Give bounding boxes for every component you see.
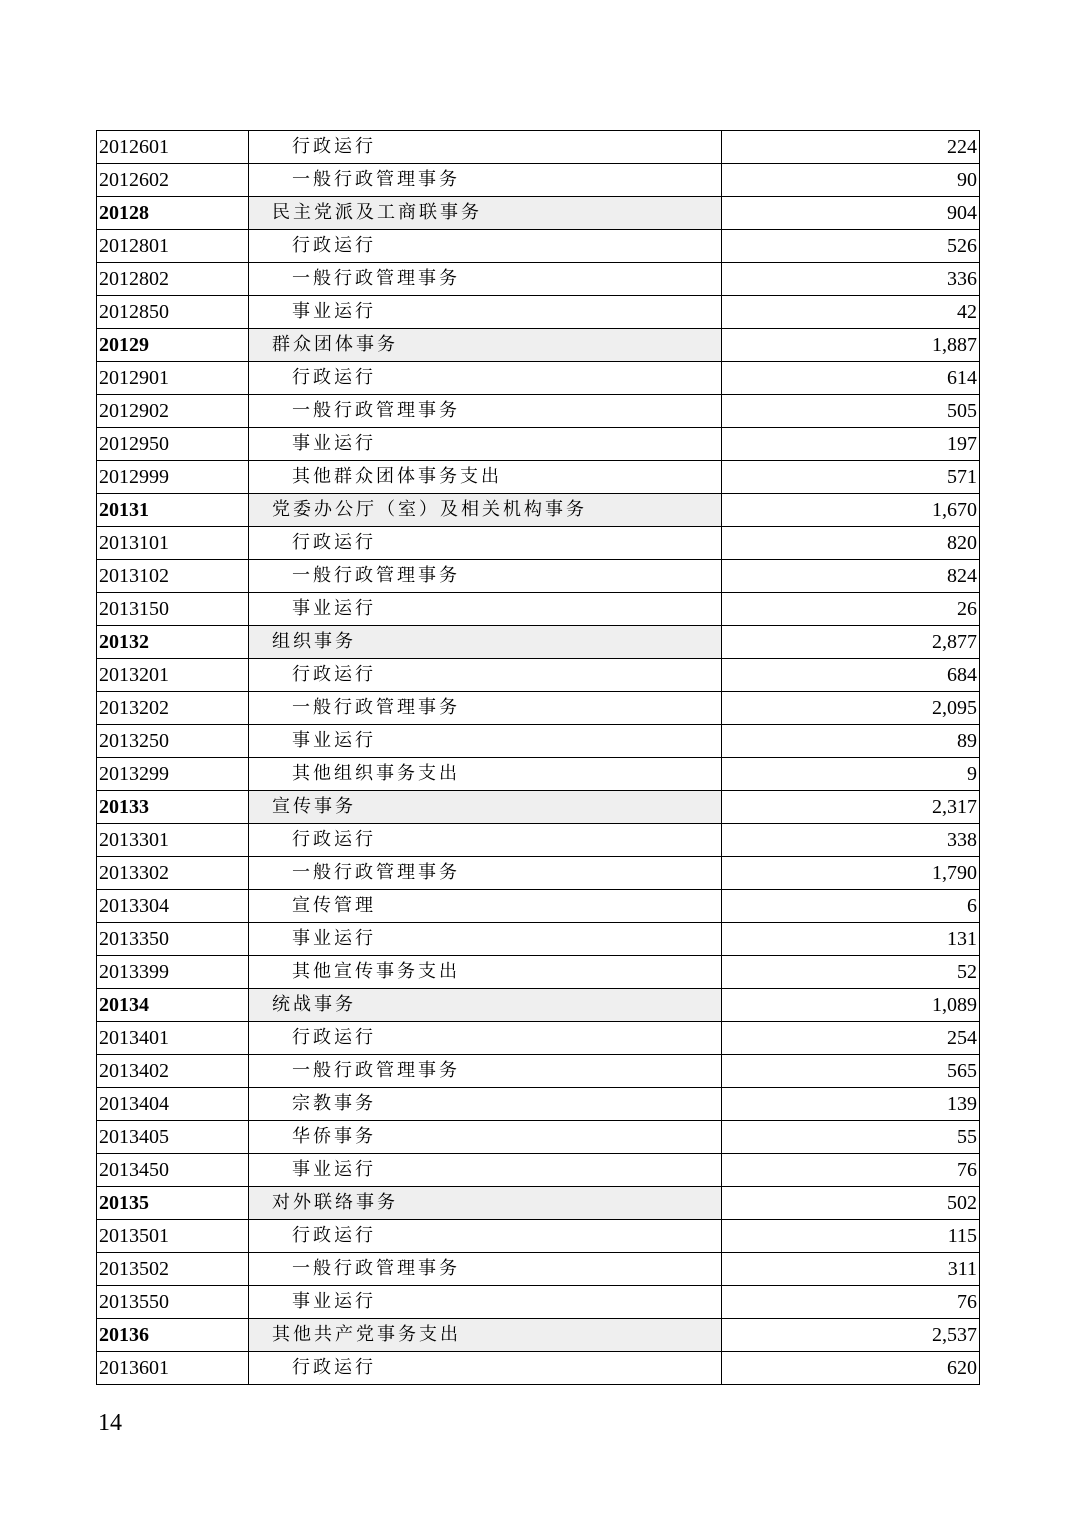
subject-name-cell: 宗教事务 (249, 1088, 722, 1121)
subject-code-cell: 2013202 (97, 692, 249, 725)
table-row (97, 362, 980, 395)
amount-cell: 131 (722, 923, 980, 956)
subject-code-cell: 2012602 (97, 164, 249, 197)
subject-name-cell: 其他组织事务支出 (249, 758, 722, 791)
amount-cell: 2,537 (722, 1319, 980, 1352)
subject-code-cell: 2013401 (97, 1022, 249, 1055)
amount-cell: 76 (722, 1154, 980, 1187)
subject-name-cell: 行政运行 (249, 1022, 722, 1055)
subject-code-cell: 2013150 (97, 593, 249, 626)
amount-cell: 1,790 (722, 857, 980, 890)
subject-code-cell: 2012950 (97, 428, 249, 461)
amount-cell: 1,887 (722, 329, 980, 362)
subject-name-cell: 事业运行 (249, 923, 722, 956)
subject-name-cell: 对外联络事务 (249, 1187, 722, 1220)
table-row (97, 725, 980, 758)
subject-name-cell: 群众团体事务 (249, 329, 722, 362)
amount-cell: 2,877 (722, 626, 980, 659)
subject-code-cell: 2013301 (97, 824, 249, 857)
amount-cell: 115 (722, 1220, 980, 1253)
table-row (97, 296, 980, 329)
amount-cell: 89 (722, 725, 980, 758)
amount-cell: 76 (722, 1286, 980, 1319)
amount-cell: 52 (722, 956, 980, 989)
subject-code-cell: 2013402 (97, 1055, 249, 1088)
amount-cell: 1,089 (722, 989, 980, 1022)
table-row (97, 461, 980, 494)
table-row (97, 230, 980, 263)
subject-name-cell: 行政运行 (249, 131, 722, 164)
amount-cell: 9 (722, 758, 980, 791)
subject-name-cell: 行政运行 (249, 1352, 722, 1385)
subject-name-cell: 一般行政管理事务 (249, 560, 722, 593)
budget-table (96, 130, 980, 1385)
subject-name-cell: 其他宣传事务支出 (249, 956, 722, 989)
table-row (97, 890, 980, 923)
subject-name-cell: 事业运行 (249, 1286, 722, 1319)
amount-cell: 90 (722, 164, 980, 197)
amount-cell: 224 (722, 131, 980, 164)
table-row (97, 1088, 980, 1121)
table-row (97, 692, 980, 725)
subject-name-cell: 一般行政管理事务 (249, 692, 722, 725)
table-row (97, 560, 980, 593)
subject-name-cell: 行政运行 (249, 527, 722, 560)
amount-cell: 904 (722, 197, 980, 230)
amount-cell: 2,095 (722, 692, 980, 725)
subject-code-cell: 2013450 (97, 1154, 249, 1187)
subject-code-cell: 2012999 (97, 461, 249, 494)
subject-name-cell: 华侨事务 (249, 1121, 722, 1154)
amount-cell: 338 (722, 824, 980, 857)
table-row (97, 758, 980, 791)
amount-cell: 620 (722, 1352, 980, 1385)
amount-cell: 820 (722, 527, 980, 560)
subject-code-cell: 2012902 (97, 395, 249, 428)
subject-code-cell: 2012802 (97, 263, 249, 296)
subject-name-cell: 一般行政管理事务 (249, 857, 722, 890)
subject-code-cell: 2013101 (97, 527, 249, 560)
amount-cell: 526 (722, 230, 980, 263)
subject-name-cell: 行政运行 (249, 659, 722, 692)
subject-code-cell: 2013404 (97, 1088, 249, 1121)
subject-code-cell: 2013502 (97, 1253, 249, 1286)
amount-cell: 6 (722, 890, 980, 923)
subject-code-cell: 2012601 (97, 131, 249, 164)
subject-code-cell: 20133 (97, 791, 249, 824)
subject-name-cell: 事业运行 (249, 593, 722, 626)
subject-code-cell: 20132 (97, 626, 249, 659)
subject-name-cell: 事业运行 (249, 428, 722, 461)
table-row (97, 956, 980, 989)
category-row (97, 989, 980, 1022)
amount-cell: 824 (722, 560, 980, 593)
subject-code-cell: 2013299 (97, 758, 249, 791)
table-row (97, 1352, 980, 1385)
subject-code-cell: 20128 (97, 197, 249, 230)
subject-name-cell: 事业运行 (249, 725, 722, 758)
subject-code-cell: 2013201 (97, 659, 249, 692)
subject-name-cell: 行政运行 (249, 1220, 722, 1253)
subject-name-cell: 其他群众团体事务支出 (249, 461, 722, 494)
subject-name-cell: 一般行政管理事务 (249, 164, 722, 197)
table-row (97, 923, 980, 956)
category-row (97, 1319, 980, 1352)
subject-name-cell: 一般行政管理事务 (249, 1055, 722, 1088)
amount-cell: 571 (722, 461, 980, 494)
subject-code-cell: 2013250 (97, 725, 249, 758)
amount-cell: 139 (722, 1088, 980, 1121)
category-row (97, 494, 980, 527)
table-row (97, 164, 980, 197)
table-row (97, 1154, 980, 1187)
table-row (97, 263, 980, 296)
subject-name-cell: 党委办公厅（室）及相关机构事务 (249, 494, 722, 527)
amount-cell: 505 (722, 395, 980, 428)
amount-cell: 684 (722, 659, 980, 692)
subject-name-cell: 组织事务 (249, 626, 722, 659)
table-row (97, 857, 980, 890)
subject-name-cell: 行政运行 (249, 824, 722, 857)
amount-cell: 2,317 (722, 791, 980, 824)
table-row (97, 1286, 980, 1319)
subject-code-cell: 2013550 (97, 1286, 249, 1319)
amount-cell: 336 (722, 263, 980, 296)
table-row (97, 593, 980, 626)
table-row (97, 1220, 980, 1253)
table-row (97, 131, 980, 164)
table-row (97, 659, 980, 692)
subject-name-cell: 事业运行 (249, 296, 722, 329)
category-row (97, 626, 980, 659)
table-row (97, 1022, 980, 1055)
budget-table-body (97, 131, 980, 1385)
amount-cell: 565 (722, 1055, 980, 1088)
amount-cell: 26 (722, 593, 980, 626)
table-row (97, 824, 980, 857)
subject-name-cell: 民主党派及工商联事务 (249, 197, 722, 230)
amount-cell: 197 (722, 428, 980, 461)
subject-code-cell: 20131 (97, 494, 249, 527)
subject-name-cell: 行政运行 (249, 230, 722, 263)
category-row (97, 791, 980, 824)
subject-name-cell: 事业运行 (249, 1154, 722, 1187)
subject-code-cell: 20134 (97, 989, 249, 1022)
table-row (97, 1253, 980, 1286)
subject-name-cell: 一般行政管理事务 (249, 263, 722, 296)
amount-cell: 614 (722, 362, 980, 395)
page-number: 14 (98, 1410, 122, 1436)
subject-name-cell: 一般行政管理事务 (249, 1253, 722, 1286)
subject-code-cell: 20135 (97, 1187, 249, 1220)
subject-name-cell: 一般行政管理事务 (249, 395, 722, 428)
amount-cell: 254 (722, 1022, 980, 1055)
amount-cell: 55 (722, 1121, 980, 1154)
table-row (97, 527, 980, 560)
subject-code-cell: 2013102 (97, 560, 249, 593)
amount-cell: 1,670 (722, 494, 980, 527)
subject-code-cell: 2013405 (97, 1121, 249, 1154)
amount-cell: 502 (722, 1187, 980, 1220)
subject-code-cell: 2013350 (97, 923, 249, 956)
subject-name-cell: 其他共产党事务支出 (249, 1319, 722, 1352)
subject-code-cell: 2012901 (97, 362, 249, 395)
table-row (97, 395, 980, 428)
subject-name-cell: 宣传事务 (249, 791, 722, 824)
table-row (97, 1121, 980, 1154)
subject-name-cell: 宣传管理 (249, 890, 722, 923)
subject-name-cell: 行政运行 (249, 362, 722, 395)
subject-code-cell: 2013304 (97, 890, 249, 923)
subject-code-cell: 20136 (97, 1319, 249, 1352)
subject-code-cell: 2013601 (97, 1352, 249, 1385)
category-row (97, 329, 980, 362)
subject-code-cell: 2013302 (97, 857, 249, 890)
subject-code-cell: 2013399 (97, 956, 249, 989)
table-row (97, 1055, 980, 1088)
amount-cell: 42 (722, 296, 980, 329)
subject-code-cell: 2013501 (97, 1220, 249, 1253)
subject-code-cell: 2012801 (97, 230, 249, 263)
subject-code-cell: 2012850 (97, 296, 249, 329)
amount-cell: 311 (722, 1253, 980, 1286)
category-row (97, 197, 980, 230)
subject-name-cell: 统战事务 (249, 989, 722, 1022)
table-row (97, 428, 980, 461)
subject-code-cell: 20129 (97, 329, 249, 362)
category-row (97, 1187, 980, 1220)
